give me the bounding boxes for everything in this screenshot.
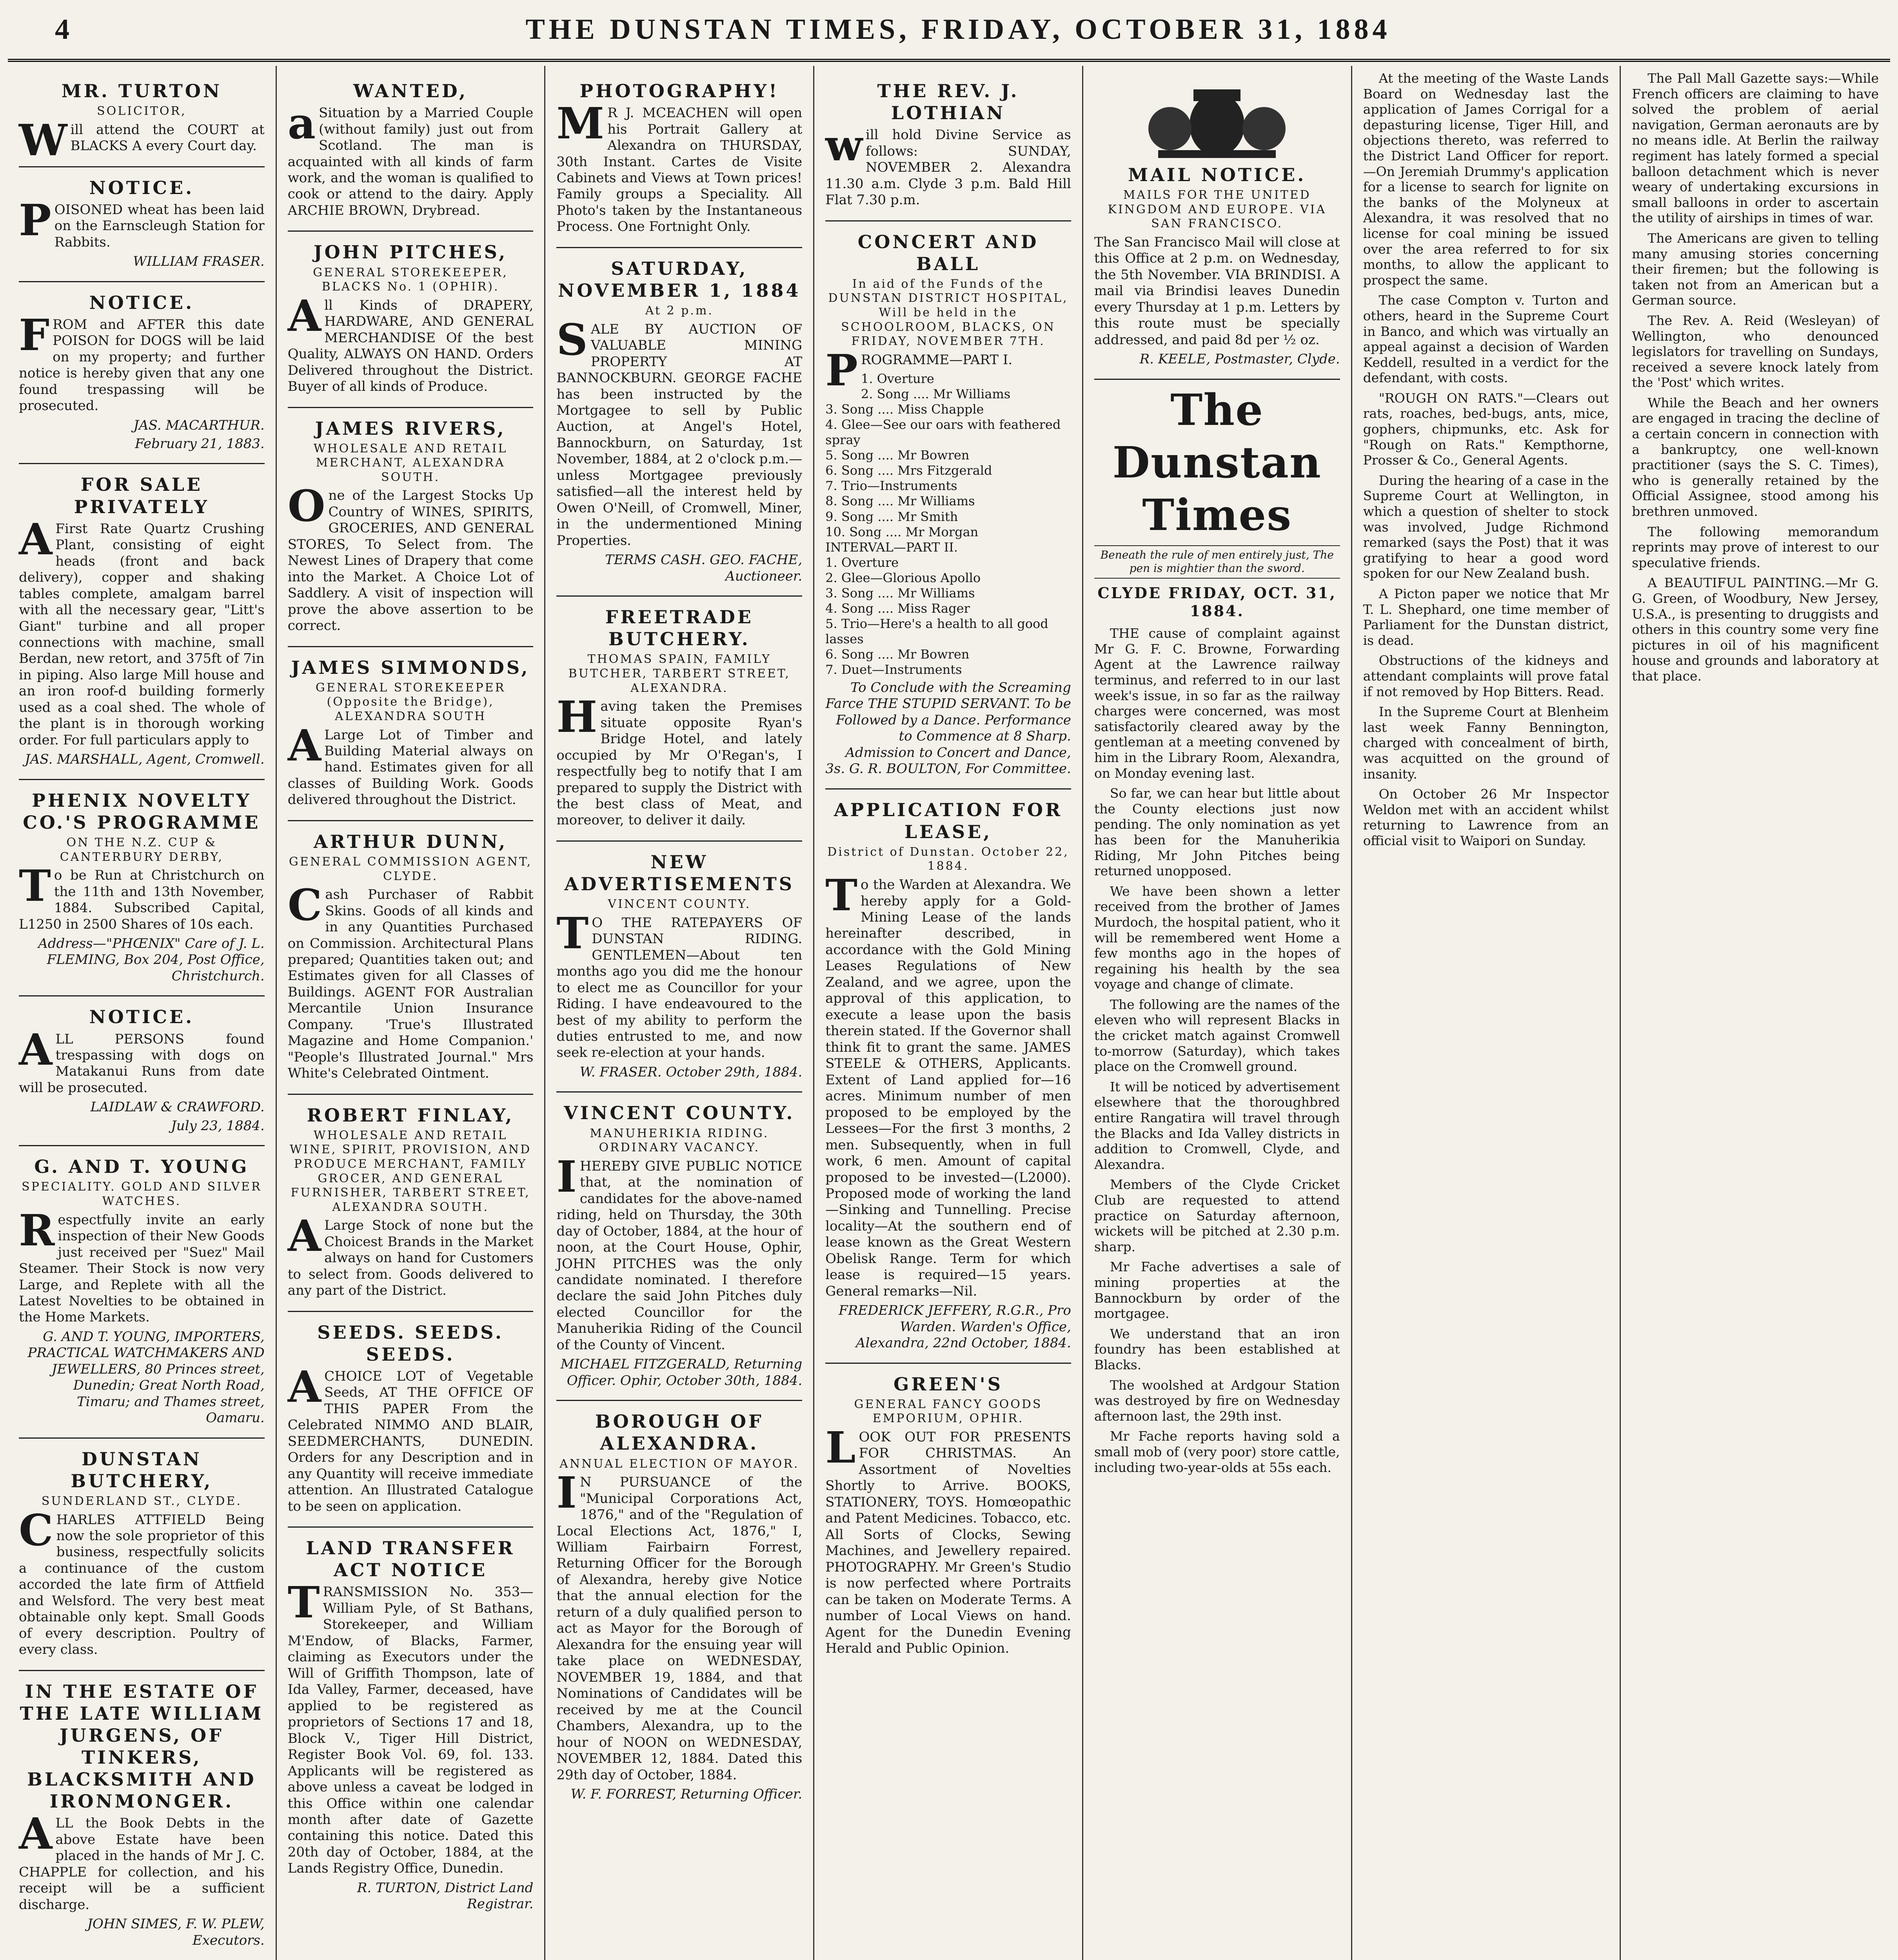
column-5: [1083, 66, 1352, 1960]
ad-signature: JAS. MACARTHUR.: [133, 417, 265, 433]
article-paragraph: The case Compton v. Turton and others, heard in the Supreme Court in Banco, and which was virtually an appeal against a decision of Warden Keddell, resulted in a verdict for the defendant, with costs.: [1363, 292, 1609, 386]
article-paragraph: The Rev. A. Reid (Wesleyan) of Wellington, who denounced legislators for travelling on Sundays, received a severe knock lately from the 'Post' which writes.: [1632, 312, 1879, 390]
mail-notice-body: The San Francisco Mail will close at this Office at 2 p.m. on Wednesday, the 5th November. VIA BRINDISI. A mail via Brindisi leaves Dunedin every Thursday at 1 p.m. Letters by this route must be specially addressed, and paid 8d per ½ oz.: [1094, 234, 1340, 348]
advertisement: [288, 1312, 534, 1528]
ad-signature: W. F. FORREST, Returning Officer.: [570, 1786, 803, 1802]
programme-item: 9. Song .... Mr Smith: [825, 509, 958, 524]
article-paragraph: During the hearing of a case in the Supreme Court at Wellington, in which a question of shelter to stock was involved, Judge Richmond remarked (says the Post) that it was gratifying to hear a good word spoken for our New Zealand bush.: [1363, 472, 1609, 581]
advertisement: [19, 780, 265, 997]
ad-subheading: WHOLESALE AND RETAIL MERCHANT, ALEXANDRA SOUTH.: [313, 441, 508, 484]
ad-heading: JOHN PITCHES,: [313, 241, 508, 263]
ad-heading: APPLICATION FOR LEASE,: [834, 799, 1063, 842]
newspaper-columns: [8, 66, 1890, 1960]
programme-item: 8. Song .... Mr Williams: [825, 494, 975, 509]
advertisement: [19, 1146, 265, 1438]
advertisement: [825, 1364, 1071, 1669]
royal-coat-of-arms-icon: [1135, 82, 1299, 160]
ad-body: LOOK OUT FOR PRESENTS FOR CHRISTMAS. An Assortment of Novelties Shortly to Arrive. BOOKS, STATIONERY, TOYS. Homœopathic and Patent Medicines. Tobacco, etc. All Sorts of Clocks, Sewing Machines, and Jewellery repaired. PHOTOGRAPHY. Mr Green's Studio is now perfected where Portraits can be taken on Moderate Terms. A number of Local Views on hand. Agent for the Dunedin Evening Herald and Public Opinion.: [825, 1422, 1071, 1657]
editorial-dateline: CLYDE FRIDAY, OCT. 31, 1884.: [1097, 584, 1337, 620]
ad-subheading: SUNDERLAND ST., CLYDE.: [41, 1494, 242, 1508]
article-paragraph: We understand that an iron foundry has been established at Blacks.: [1094, 1326, 1340, 1372]
programme-item: 5. Song .... Mr Bowren: [825, 448, 970, 463]
article-paragraph: "ROUGH ON RATS."—Clears out rats, roaches, bed-bugs, ants, mice, gophers, chipmunks, etc. Ask for "Rough on Rats." Kempthorne, Prosser & Co., General Agents.: [1363, 390, 1609, 468]
ad-subheading: WHOLESALE AND RETAIL WINE, SPIRIT, PROVISION, AND PRODUCE MERCHANT, FAMILY GROCER, AND GENERAL FURNISHER, TARBERT STREET, ALEXANDRA SOUTH.: [289, 1128, 532, 1214]
ad-heading: VINCENT COUNTY.: [564, 1102, 795, 1124]
ad-body: SALE BY AUCTION OF VALUABLE MINING PROPERTY AT BANNOCKBURN. GEORGE FACHE has been instructed by the Mortgagee to sell by Public Auction, at Angel's Hotel, Bannockburn, on Saturday, 1st November, 1884, at 2 o'clock p.m.—unless Mortgagee previously satisfied—all the interest held by Owen O'Neill, of Cromwell, Miner, in the undermentioned Mining Properties.: [556, 314, 803, 548]
programme-item: 4. Glee—See our oars with feathered spray: [825, 417, 1061, 448]
ad-signature: FREDERICK JEFFERY, R.G.R., Pro Warden. Warden's Office, Alexandra, 22nd October, 1884.: [839, 1303, 1071, 1351]
ad-body: ALL PERSONS found trespassing with dogs on Matakanui Runs from date will be prosecuted.: [19, 1024, 265, 1096]
advertisement: [288, 232, 534, 408]
ad-subheading: SOLICITOR,: [97, 104, 187, 118]
ad-heading: NOTICE.: [89, 292, 194, 313]
editorial-article: [1094, 626, 1340, 1475]
ad-body: AFirst Rate Quartz Crushing Plant, consisting of eight heads (front and back delivery), copper and shaking tables complete, amalgam barrel with all the necessary gear, "Litt's Giant" turbine and all proper connections with machine, small Berdan, new retort, and 375ft of 7in in piping. Also large Mill house and an iron roof-d building formerly used as a coal shed. The whole of the plant is in thorough working order. For full particulars apply to: [19, 514, 265, 748]
programme-item: 6. Song .... Mrs Fitzgerald: [825, 463, 992, 478]
ad-heading: ARTHUR DUNN,: [313, 831, 508, 852]
advertisement: [556, 597, 802, 842]
ad-body: POISONED wheat has been laid on the Earnscleugh Station for Rabbits.: [19, 194, 265, 250]
nameplate-tagline: Beneath the rule of men entirely just, The pen is mightier than the sword.: [1094, 545, 1340, 578]
programme-item: 3. Song .... Miss Chapple: [825, 402, 984, 417]
ad-heading: MR. TURTON: [61, 80, 222, 102]
article-paragraph: THE cause of complaint against Mr G. F. C. Browne, Forwarding Agent at the Lawrence railway terminus, and referred to in our last week's issue, in so far as the railway charges were concerned, was most satisfactorily cleared away by the gentleman at a meeting convened by him in the Library Room, Alexandra, on Monday evening last.: [1094, 626, 1340, 781]
article-paragraph: A Picton paper we notice that Mr T. L. Shephard, one time member of Parliament for the Dunstan district, is dead.: [1363, 586, 1609, 648]
ad-body: TRANSMISSION No. 353—William Pyle, of St Bathans, Storekeeper, and William M'Endow, of Blacks, Farmer, claiming as Executors under the Will of Griffith Thompson, late of Ida Valley, Farmer, deceased, have applied to be registered as proprietors of Sections 17 and 18, Block V., Tiger Hill District, Register Book Vol. 69, fol. 133. Applicants will be registered as above unless a caveat be lodged in this Office within one calendar month after date of Gazette containing this notice. Dated this 20th day of October, 1884, at the Lands Registry Office, Dunedin.: [287, 1577, 534, 1877]
article-paragraph: In the Supreme Court at Blenheim last week Fanny Bennington, charged with concealment of birth, was acquitted on the ground of insanity.: [1363, 704, 1609, 782]
ad-subheading: At 2 p.m.: [645, 304, 714, 318]
ad-date: July 23, 1884.: [171, 1118, 265, 1134]
ad-body: PROGRAMME—PART I.: [825, 345, 1013, 396]
ad-signature: Address—"PHŒNIX" Care of J. L. FLEMING, Box 204, Post Office, Christchurch.: [38, 936, 265, 984]
programme-item: 6. Song .... Mr Bowren: [825, 646, 970, 662]
ad-signature: TERMS CASH. GEO. FACHE, Auctioneer.: [605, 552, 803, 584]
news-article: [1632, 71, 1879, 684]
ad-subheading: GENERAL STOREKEEPER (Opposite the Bridge), ALEXANDRA SOUTH: [315, 681, 506, 723]
ad-body: ALL the Book Debts in the above Estate have been placed in the hands of Mr J. C. CHAPPLE for collection, and his receipt will be a sufficient discharge.: [19, 1808, 265, 1913]
article-paragraph: So far, we can hear but little about the County elections just now pending. The only nomination as yet has been for the Manuherikia Riding, Mr John Pitches being returned unopposed.: [1094, 786, 1340, 879]
ad-body: Respectfully invite an early inspection of their New Goods just received per "Suez" Mail Steamer. Their Stock is now very Large, and Replete with all the Latest Novelties to be obtained in the Home Markets.: [19, 1205, 265, 1325]
mail-notice-sub: MAILS FOR THE UNITED KINGDOM AND EUROPE. VIA SAN FRANCISCO.: [1108, 188, 1326, 231]
article-paragraph: Members of the Clyde Cricket Club are requested to attend practice on Saturday afternoon, wickets will be pitched at 2.30 p.m. sharp.: [1094, 1177, 1340, 1254]
article-paragraph: It will be noticed by advertisement elsewhere that the thoroughbred entire Rangatira will travel through the Blacks and Ida Valley districts in addition to Cromwell, Clyde, and Alexandra.: [1094, 1079, 1340, 1172]
ad-date: February 21, 1883.: [135, 436, 265, 452]
ad-body: FROM and AFTER this date POISON for DOGS will be laid on my property; and further notice is hereby given that any one found trespassing will be prosecuted.: [19, 309, 265, 414]
advertisement: [288, 71, 534, 232]
article-paragraph: The Americans are given to telling many amusing stories concerning their firemen; but the following is taken not from an American but a German source.: [1632, 230, 1879, 308]
ad-body: MR J. MCEACHEN will open his Portrait Gallery at Alexandra on THURSDAY, 30th Instant. Cartes de Visite Cabinets and Views at Town prices! Family groups a Speciality. All Photo's taken by the Instantaneous Process. One Fortnight Only.: [556, 98, 803, 235]
ad-heading: WANTED,: [353, 80, 468, 102]
ad-subheading: District of Dunstan. October 22, 1884.: [827, 845, 1069, 873]
column-2: [277, 66, 546, 1960]
ad-body: One of the Largest Stocks Up Country of WINES, SPIRITS, GROCERIES, AND GENERAL STORES, To Select from. The Newest Lines of Drapery that come into the Market. A Choice Lot of Saddlery. A visit of inspection will prove the above assertion to be correct.: [287, 481, 534, 634]
page-number: 4: [55, 13, 73, 45]
ad-subheading: VINCENT COUNTY.: [608, 897, 751, 911]
ad-body: aSituation by a Married Couple (without family) just out from Scotland. The man is acquainted with all kinds of farm work, and the woman is qualified to cook or attend to the dairy. Apply ARCHIE BROWN, Drybread.: [287, 98, 534, 218]
ad-heading: JAMES RIVERS,: [315, 417, 506, 439]
ad-body: All Kinds of DRAPERY, HARDWARE, AND GENERAL MERCHANDISE Of the best Quality, ALWAYS ON HAND. Orders Delivered throughout the District. Buyer of all kinds of Produce.: [287, 290, 534, 395]
column-6: [1352, 66, 1621, 1960]
mail-notice-heading: MAIL NOTICE.: [1128, 164, 1306, 185]
advertisement: [19, 996, 265, 1146]
ad-body: IHEREBY GIVE PUBLIC NOTICE that, at the nomination of candidates for the above-named riding, held on Thursday, the 30th day of October, 1884, at the hour of noon, at the Court House, Ophir, JOHN PITCHES was the only candidate nominated. I therefore declare the said John Pitches duly elected Councillor for the Manuherikia Riding of the Council of the County of Vincent.: [556, 1151, 803, 1353]
programme-item: INTERVAL—PART II.: [825, 539, 958, 555]
ad-signature: W. FRASER. October 29th, 1884.: [579, 1064, 803, 1080]
ad-subheading: GENERAL FANCY GOODS EMPORIUM, OPHIR.: [854, 1397, 1043, 1426]
advertisement: [19, 1671, 265, 1960]
advertisement: [19, 167, 265, 282]
article-paragraph: A BEAUTIFUL PAINTING.—Mr G. G. Green, of Woodbury, New Jersey, U.S.A., is presenting to druggists and others in this country some very fine pictures in oil of his magnificent house and grounds and laboratory at that place.: [1632, 575, 1879, 684]
ad-heading: NOTICE.: [89, 177, 194, 198]
advertisement: [556, 248, 802, 597]
column-1: [8, 66, 277, 1960]
column-3: [545, 66, 814, 1960]
article-paragraph: Mr Fache advertises a sale of mining properties at the Bannockburn by order of the mortgagee.: [1094, 1259, 1340, 1321]
advertisement: [556, 1093, 802, 1401]
ad-signature: G. AND T. YOUNG, IMPORTERS, PRACTICAL WATCHMAKERS AND JEWELLERS, 80 Princes street, Dunedin; Great North Road, Timaru; and Thames street, Oamaru.: [27, 1328, 265, 1426]
ad-body: IN PURSUANCE of the "Municipal Corporations Act, 1876," and of the "Regulation of Local Elections Act, 1876," I, William Fairbairn Forrest, Returning Officer for the Borough of Alexandra, hereby give Notice that the annual election for the return of a duly qualified person to act as Mayor for the Borough of Alexandra for the ensuing year will take place on WEDNESDAY, NOVEMBER 19, 1884, and that Nominations of Candidates will be received by me at the Council Chambers, Alexandra, up to the hour of NOON on WEDNESDAY, NOVEMBER 12, 1884. Dated this 29th day of October, 1884.: [556, 1467, 803, 1783]
advertisement: [825, 789, 1071, 1364]
article-paragraph: On October 26 Mr Inspector Weldon met with an accident whilst returning to Lawrence from an official visit to Waipori on Sunday.: [1363, 786, 1609, 848]
article-paragraph: The following memorandum reprints may prove of interest to our speculative friends.: [1632, 524, 1879, 570]
ad-heading: SATURDAY, NOVEMBER 1, 1884: [558, 258, 801, 301]
ad-heading: PHOTOGRAPHY!: [579, 80, 779, 102]
ad-subheading: GENERAL COMMISSION AGENT, CLYDE.: [289, 855, 532, 883]
masthead-title: THE DUNSTAN TIMES, FRIDAY, OCTOBER 31, 1884: [525, 13, 1391, 45]
ad-heading: THE REV. J. LOTHIAN: [877, 80, 1019, 124]
concert-programme: [825, 371, 1071, 677]
advertisement: [288, 1528, 534, 1924]
programme-item: 7. Trio—Instruments: [825, 478, 957, 494]
ad-subheading: MANUHERIKIA RIDING. ORDINARY VACANCY.: [590, 1126, 769, 1155]
ad-heading: G. AND T. YOUNG: [34, 1156, 249, 1178]
ad-signature: LAIDLAW & CRAWFORD.: [90, 1099, 265, 1115]
ad-subheading: SPECIALITY. GOLD AND SILVER WATCHES.: [22, 1180, 262, 1209]
ad-body: Cash Purchaser of Rabbit Skins. Goods of all kinds and in any Quantities Purchased on Commission. Architectural Plans prepared; Quantities taken out; and Estimates given for all Classes of Buildings. AGENT FOR Australian Mercantile Union Insurance Company. 'True's Illustrated Magazine and Home Companion.' "People's Illustrated Journal." Mrs White's Celebrated Ointment.: [287, 880, 534, 1082]
ad-body: TO THE RATEPAYERS OF DUNSTAN RIDING. GENTLEMEN—About ten months ago you did me the honour to elect me as Councillor for your Riding. I have endeavoured to the best of my ability to perform the duties entrusted to me, and now seek re-election at your hands.: [556, 907, 803, 1061]
article-paragraph: While the Beach and her owners are engaged in tracing the decline of a certain concern in connection with a bankruptcy, one well-known practitioner (says the S. C. Times), who is generally retained by the Official Assignee, stood among his brethren unmoved.: [1632, 395, 1879, 519]
advertisement: [556, 71, 802, 248]
newspaper-nameplate: The Dunstan Times: [1112, 384, 1322, 541]
programme-item: 10. Song .... Mr Morgan: [825, 524, 979, 539]
ad-heading: GREEN'S: [893, 1373, 1003, 1395]
ad-heading: FOR SALE PRIVATELY: [74, 474, 209, 517]
ad-body: CHARLES ATTFIELD Being now the sole proprietor of this business, respectfully solicits a continuance of the custom accorded the late firm of Attfield and Welsford. The very best meat obtainable only kept. Small Goods of every description. Poultry of every class.: [19, 1504, 265, 1658]
mail-notice-sign: R. KEELE, Postmaster, Clyde.: [1139, 351, 1340, 367]
mail-notice: [1094, 71, 1340, 380]
programme-item: 2. Glee—Glorious Apollo: [825, 570, 981, 585]
ad-subheading: ANNUAL ELECTION OF MAYOR.: [559, 1457, 799, 1471]
ad-signature: To Conclude with the Screaming Farce THE STUPID SERVANT. To be Followed by a Dance. Performance to Commence at 8 Sharp. Admission to Concert and Dance, 3s. G. R. BOULTON, For Committee.: [825, 679, 1071, 777]
ad-heading: NEW ADVERTISEMENTS: [564, 851, 794, 895]
programme-item: 2. Song .... Mr Williams: [861, 387, 1011, 402]
column-7: [1621, 66, 1890, 1960]
programme-item: 1. Overture: [861, 371, 934, 387]
article-paragraph: At the meeting of the Waste Lands Board on Wednesday last the application of James Corrigal for a depasturing license, Tiger Hill, and objections thereto, was referred to the District Land Officer for report.—On Jeremiah Drummy's application for a license to search for lignite on the banks of the Molyneux at Alexandra, it was resolved that no license for coal mining be issued over the area referred to for six months, to allow the applicant to prospect the same.: [1363, 71, 1609, 288]
ad-heading: FREETRADE BUTCHERY.: [605, 606, 754, 650]
ad-subheading: ON THE N.Z. CUP & CANTERBURY DERBY,: [60, 835, 223, 864]
ad-body: ALarge Stock of none but the Choicest Brands in the Market always on hand for Customers to select from. Goods delivered to any part of the District.: [287, 1210, 534, 1299]
masthead: [0, 0, 1898, 59]
ad-body: ALarge Lot of Timber and Building Material always on hand. Estimates given for all classes of Building Work. Goods delivered throughout the District.: [287, 720, 534, 808]
programme-item: 4. Song .... Miss Rager: [825, 601, 970, 616]
ad-heading: JAMES SIMMONDS,: [291, 657, 530, 678]
ad-signature: JOHN SIMES, F. W. PLEW, Executors.: [87, 1916, 265, 1948]
ad-body: ACHOICE LOT of Vegetable Seeds, AT THE OFFICE OF THIS PAPER From the Celebrated NIMMO AND BLAIR, SEEDMERCHANTS, DUNEDIN. Orders for any Description and in any Quantity will receive immediate attention. An Illustrated Catalogue to be seen on application.: [287, 1361, 534, 1514]
advertisement: [19, 1439, 265, 1671]
programme-item: 5. Trio—Here's a health to all good lasses: [825, 616, 1048, 646]
ad-heading: NOTICE.: [89, 1006, 194, 1028]
ad-subheading: GENERAL STOREKEEPER, BLACKS No. 1 (OPHIR).: [313, 265, 508, 294]
ad-signature: R. TURTON, District Land Registrar.: [357, 1880, 534, 1912]
ad-signature: JAS. MARSHALL, Agent, Cromwell.: [25, 751, 265, 768]
article-paragraph: Obstructions of the kidneys and attendant complaints will prove fatal if not removed by Hop Bitters. Read.: [1363, 653, 1609, 699]
ad-body: To be Run at Christchurch on the 11th and 13th November, 1884. Subscribed Capital, L1250 in 2500 Shares of 10s each.: [19, 860, 265, 932]
advertisement: [288, 647, 534, 821]
article-paragraph: The woolshed at Ardgour Station was destroyed by fire on Wednesday afternoon last, the 29th inst.: [1094, 1377, 1340, 1424]
ad-subheading: In aid of the Funds of the DUNSTAN DISTRICT HOSPITAL, Will be held in the SCHOOLROOM, BLACKS, ON FRIDAY, NOVEMBER 7TH.: [828, 277, 1068, 348]
ad-heading: ROBERT FINLAY,: [307, 1104, 514, 1126]
ad-heading: DUNSTAN BUTCHERY,: [71, 1448, 213, 1492]
article-paragraph: The following are the names of the eleven who will represent Blacks in the cricket match against Cromwell to-morrow (Saturday), which takes place on the Cromwell ground.: [1094, 996, 1340, 1074]
advertisement: [288, 1095, 534, 1312]
ad-heading: PHENIX NOVELTY CO.'S PROGRAMME: [23, 789, 261, 833]
programme-item: 7. Duet—Instruments: [825, 662, 962, 677]
ad-heading: SEEDS. SEEDS. SEEDS.: [317, 1321, 504, 1365]
news-article: [1363, 71, 1609, 849]
advertisement: [19, 464, 265, 780]
masthead-rule: [8, 59, 1890, 62]
article-paragraph: The Pall Mall Gazette says:—While French officers are claiming to have solved the problem of aerial navigation, German aeronauts are by no means idle. At Berlin the railway regiment has lately formed a special balloon detachment which is never weary of undertaking excursions in small balloons in order to ascertain the utility of airships in times of war.: [1632, 71, 1879, 226]
advertisement: [19, 282, 265, 465]
ad-body: Having taken the Premises situate opposite Ryan's Bridge Hotel, and lately occupied by Mr O'Regan's, I respectfully beg to notify that I am prepared to supply the District with the best class of Meat, and moreover, to deliver it daily.: [556, 691, 803, 828]
article-paragraph: Mr Fache reports having sold a small mob of (very poor) store cattle, including two-year-olds at 55s each.: [1094, 1428, 1340, 1475]
ad-signature: WILLIAM FRASER.: [133, 254, 265, 270]
programme-item: 1. Overture: [825, 555, 899, 570]
ad-heading: IN THE ESTATE OF THE LATE WILLIAM JURGENS, OF TINKERS, BLACKSMITH AND IRONMONGER.: [20, 1681, 264, 1812]
advertisement: [288, 821, 534, 1095]
article-paragraph: We have been shown a letter received from the brother of James Murdoch, the hospital patient, who it will be remembered went Home a few months ago in the hopes of regaining his health by the sea voyage and change of climate.: [1094, 883, 1340, 992]
ad-heading: BOROUGH OF ALEXANDRA.: [595, 1411, 764, 1454]
advertisement: [19, 71, 265, 167]
column-4: [814, 66, 1083, 1960]
advertisement: [288, 408, 534, 647]
ad-heading: LAND TRANSFER ACT NOTICE: [306, 1537, 515, 1581]
ad-body: To the Warden at Alexandra. We hereby apply for a Gold-Mining Lease of the lands hereinafter described, in accordance with the Gold Mining Leases Regulations of New Zealand, and we agree, upon the approval of this application, to execute a lease upon the basis therein stated. If the Governor shall think fit to grant the same. JAMES STEELE & OTHERS, Applicants. Extent of Land applied for—16 acres. Minimum number of men proposed to be employed by the Lessees—For the first 3 months, 2 men. Subsequently, when in full work, 6 men. Amount of capital proposed to be invested—(L2000). Proposed mode of working the land—Sinking and Tunnelling. Precise locality—At the southern end of lease known as the Great Western Obelisk Range. Term for which lease is required—15 years. General remarks—Nil.: [825, 870, 1071, 1299]
ad-body: will hold Divine Service as follows: SUNDAY, NOVEMBER 2. Alexandra 11.30 a.m. Clyde 3 p.m. Bald Hill Flat 7.30 p.m.: [825, 120, 1071, 208]
advertisement: [556, 1401, 802, 1813]
advertisement: [825, 71, 1071, 221]
ad-signature: MICHAEL FITZGERALD, Returning Officer. Ophir, October 30th, 1884.: [560, 1356, 803, 1388]
advertisement: [825, 221, 1071, 789]
advertisement: [556, 842, 802, 1093]
ad-body: Will attend the COURT at BLACKS A every Court day.: [19, 114, 265, 165]
ad-heading: CONCERT AND BALL: [857, 231, 1039, 274]
ad-subheading: THOMAS SPAIN, FAMILY BUTCHER, TARBERT STREET, ALEXANDRA.: [568, 652, 790, 695]
programme-item: 3. Song .... Mr Williams: [825, 585, 975, 601]
